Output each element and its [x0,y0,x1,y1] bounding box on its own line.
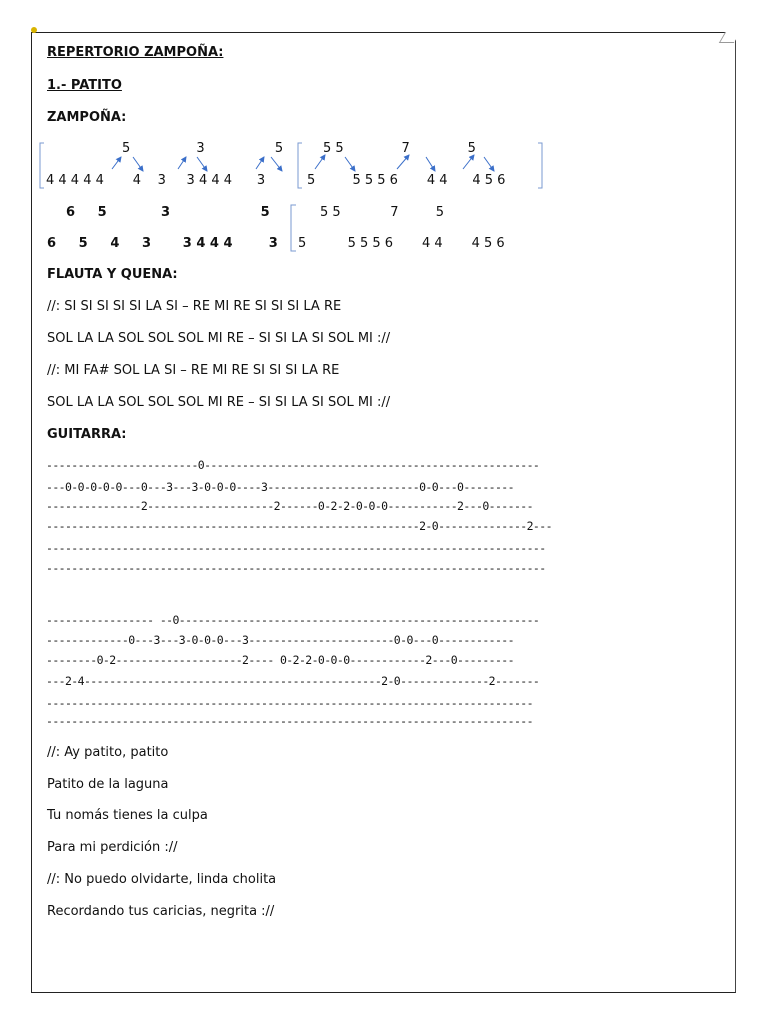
zampona-row2-bottom-right: 5 5 5 5 6 4 4 4 5 6 [298,236,505,251]
zampona-row2-top: 6 5 3 5 [66,205,270,220]
tab2-line-1: ----------------- --0--------------------------------------------------------- [46,613,540,627]
tab1-line-2: ---0-0-0-0-0---0---3---3-0-0-0----3------------------------0-0---0-------- [46,480,514,494]
lyric-line-4: Para mi perdición :// [47,840,178,855]
page-title: REPERTORIO ZAMPOÑA: [47,45,224,60]
tab1-line-3: ---------------2--------------------2------0-2-2-0-0-0-----------2---0------- [46,499,533,513]
tab1-line-1: ------------------------0----------------------------------------------------- [46,458,540,472]
zampona-arrows-diagram [0,0,768,260]
bracket-right-1 [538,143,542,188]
zampona-row1-bottom: 4 4 4 4 4 4 3 3 4 4 4 3 [46,173,266,188]
flauta-line-3: //: MI FA# SOL LA SI – RE MI RE SI SI SI LA RE [47,363,340,378]
zampona-row1-top-right: 5 5 7 5 [323,141,476,156]
bracket-mid-1b [298,143,302,188]
zampona-row1-top: 5 3 5 [122,141,284,156]
guitarra-heading: GUITARRA: [47,427,127,442]
tab2-line-5: ----------------------------------------------------------------------------- [46,696,533,710]
bracket-left-1 [40,143,44,188]
lyric-line-5: //: No puedo olvidarte, linda cholita [47,872,277,887]
tab1-line-4: -----------------------------------------------------------2-0--------------2--- [46,519,552,533]
zampona-row1-bottom-right: 5 5 5 5 6 4 4 4 5 6 [307,173,506,188]
song-title: 1.- PATITO [47,78,122,93]
tab2-line-6: ----------------------------------------------------------------------------- [46,714,533,728]
flauta-heading: FLAUTA Y QUENA: [47,267,178,282]
zampona-heading: ZAMPOÑA: [47,110,127,125]
bracket-mid-1 [298,143,302,188]
tab2-line-2: -------------0---3---3-0-0-0---3-----------------------0-0---0------------ [46,633,514,647]
bracket-mid-2 [291,205,296,251]
lyric-line-2: Patito de la laguna [47,777,169,792]
zampona-row2-top-right: 5 5 7 5 [320,205,444,220]
tab2-line-3: --------0-2--------------------2---- 0-2-2-0-0-0------------2---0--------- [46,653,514,667]
flauta-line-1: //: SI SI SI SI SI LA SI – RE MI RE SI SI SI LA RE [47,299,342,314]
tab1-line-6: ------------------------------------------------------------------------------- [46,561,546,575]
lyric-line-3: Tu nomás tienes la culpa [47,808,208,823]
lyric-line-6: Recordando tus caricias, negrita :// [47,904,275,919]
flauta-line-4: SOL LA LA SOL SOL SOL MI RE – SI SI LA SI SOL MI :// [47,395,391,410]
zampona-row2-bottom: 6 5 4 3 3 4 4 4 3 [47,236,278,251]
flauta-line-2: SOL LA LA SOL SOL SOL MI RE – SI SI LA SI SOL MI :// [47,331,391,346]
tab1-line-5: ------------------------------------------------------------------------------- [46,541,546,555]
tab2-line-4: ---2-4-----------------------------------------------2-0--------------2------- [46,674,540,688]
lyric-line-1: //: Ay patito, patito [47,745,169,760]
